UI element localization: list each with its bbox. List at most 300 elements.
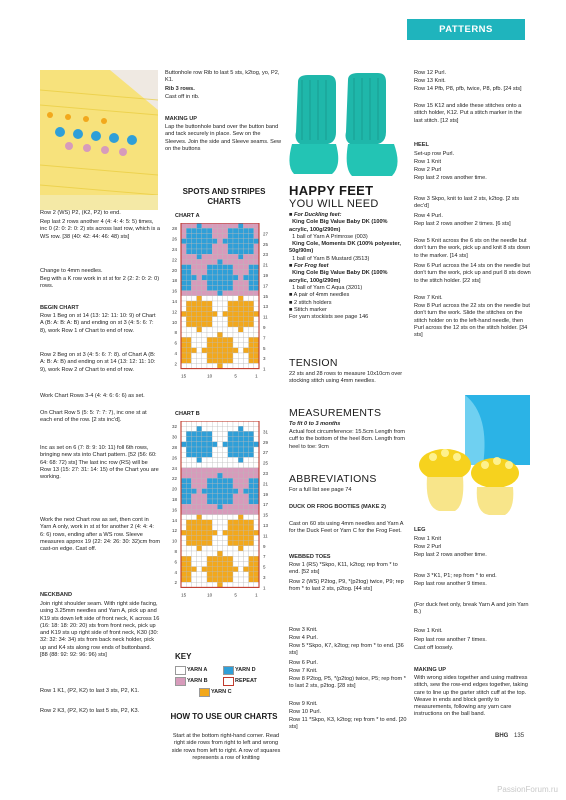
chart-cell (223, 442, 228, 447)
chart-cell (217, 442, 222, 447)
chart-cell (202, 301, 207, 306)
chart-cell (197, 296, 202, 301)
heel-r3: Row 3 Skpo, knit to last 2 sts, k2tog. [2 sts dec'd] (414, 196, 520, 210)
chart-cell (202, 343, 207, 348)
chart-cell (212, 530, 217, 535)
chart-cell (191, 327, 196, 332)
chart-cell (228, 317, 233, 322)
chart-cell (223, 452, 228, 457)
leg-heading: LEG (414, 527, 426, 533)
chart-cell (223, 337, 228, 342)
chart-cell (207, 457, 212, 462)
chart-cell (197, 515, 202, 520)
chart-cell (207, 452, 212, 457)
chart-cell (243, 426, 248, 431)
chart-cell (243, 259, 248, 264)
heel-setup: Set-up row Purl. (414, 151, 455, 157)
chart-cell (249, 363, 254, 368)
axis-label-right: 25 (263, 460, 269, 466)
chart-cell (217, 567, 222, 572)
axis-label-right: 23 (263, 471, 269, 476)
chart-cell (212, 317, 217, 322)
chart-cell (238, 311, 243, 316)
chart-cell (228, 494, 233, 499)
chart-cell (223, 483, 228, 488)
chart-cell (207, 437, 212, 442)
chart-cell (238, 473, 243, 478)
chart-cell (186, 296, 191, 301)
chart-cell (228, 499, 233, 504)
chart-cell (223, 259, 228, 264)
chart-cell (254, 296, 259, 301)
chart-cell (249, 582, 254, 587)
chart-cell (202, 311, 207, 316)
chart-cell (228, 280, 233, 285)
chart-cell (181, 468, 186, 473)
chart-cell (207, 280, 212, 285)
chart-cell (254, 358, 259, 363)
chart-cell (186, 515, 191, 520)
chart-cell (186, 254, 191, 259)
chart-cell (186, 275, 191, 280)
chart-cell (233, 259, 238, 264)
chart-cell (217, 301, 222, 306)
chart-cell (212, 504, 217, 509)
chart-cell (223, 463, 228, 468)
chart-cell (202, 525, 207, 530)
chart-cell (212, 239, 217, 244)
chart-cell (181, 285, 186, 290)
chart-cell (233, 509, 238, 514)
chart-cell (228, 530, 233, 535)
chart-cell (202, 244, 207, 249)
heel-r2: Row 2 Purl (414, 167, 442, 173)
chart-cell (254, 270, 259, 275)
chart-cell (207, 509, 212, 514)
axis-label-left: 24 (171, 465, 177, 471)
chart-cell (228, 489, 233, 494)
chart-cell (228, 556, 233, 561)
chart-cell (191, 457, 196, 462)
chart-cell (233, 223, 238, 228)
chart-cell (197, 332, 202, 337)
axis-label-left: 6 (174, 340, 177, 346)
chart-cell (197, 343, 202, 348)
chart-cell (212, 306, 217, 311)
chart-cell (197, 311, 202, 316)
chart-cell (254, 442, 259, 447)
chart-cell (249, 348, 254, 353)
col2-rib3: Rib 3 rows. (165, 86, 195, 92)
chart-cell (238, 239, 243, 244)
chart-cell (191, 483, 196, 488)
chart-cell (233, 322, 238, 327)
chart-cell (233, 317, 238, 322)
chart-cell (212, 535, 217, 540)
chart-cell (186, 228, 191, 233)
chart-cell (212, 478, 217, 483)
chart-cell (207, 556, 212, 561)
chart-cell (254, 233, 259, 238)
chart-cell (249, 530, 254, 535)
chart-cell (249, 421, 254, 426)
chart-cell (197, 499, 202, 504)
chart-cell (223, 478, 228, 483)
chart-cell (228, 541, 233, 546)
chart-cell (254, 504, 259, 509)
chart-cell (223, 270, 228, 275)
axis-label-left: 22 (171, 476, 177, 482)
chart-cell (197, 322, 202, 327)
chart-cell (217, 504, 222, 509)
col1-r1: Row 1 Beg on st 14 (13: 12: 11: 10: 9) of Chart A (B: A: B: A: B) and ending on st 3 (4: 5: 6: 7: 8), work Row 1 of Chart to end of row. (40, 313, 156, 334)
chart-cell (249, 525, 254, 530)
chart-cell (202, 249, 207, 254)
chart-cell (202, 561, 207, 566)
chart-cell (186, 442, 191, 447)
chart-cell (249, 509, 254, 514)
chart-b (165, 421, 285, 626)
chart-cell (202, 442, 207, 447)
duck-feet-note: (For duck feet only, break Yarn A and join Yarn B.) (414, 602, 529, 616)
chart-cell (207, 426, 212, 431)
chart-cell (228, 259, 233, 264)
chart-cell (254, 478, 259, 483)
chart-cell (249, 551, 254, 556)
chart-cell (217, 239, 222, 244)
chart-cell (233, 442, 238, 447)
chart-a-label: CHART A (175, 213, 200, 219)
chart-cell (202, 426, 207, 431)
key-swatch-yarn-b (175, 677, 186, 686)
chart-cell (197, 551, 202, 556)
chart-cell (249, 311, 254, 316)
chart-cell (181, 567, 186, 572)
chart-cell (202, 363, 207, 368)
chart-cell (238, 561, 243, 566)
chart-cell (228, 254, 233, 259)
chart-cell (217, 363, 222, 368)
chart-cell (238, 426, 243, 431)
heel-rep2: Rep last 2 rows another 2 times. [6 sts] (414, 221, 511, 227)
chart-cell (249, 322, 254, 327)
chart-cell (233, 431, 238, 436)
chart-cell (254, 546, 259, 551)
heel-r1: Row 1 Knit (414, 159, 442, 165)
chart-cell (243, 317, 248, 322)
chart-cell (254, 499, 259, 504)
chart-cell (228, 582, 233, 587)
chart-cell (212, 291, 217, 296)
chart-cell (249, 442, 254, 447)
chart-cell (249, 478, 254, 483)
chart-cell (249, 535, 254, 540)
chart-cell (243, 489, 248, 494)
chart-cell (238, 452, 243, 457)
chart-cell (181, 546, 186, 551)
chart-cell (181, 499, 186, 504)
chart-cell (212, 452, 217, 457)
chart-cell (202, 348, 207, 353)
chart-cell (233, 478, 238, 483)
chart-cell (212, 363, 217, 368)
chart-cell (207, 421, 212, 426)
chart-cell (254, 494, 259, 499)
chart-cell (254, 426, 259, 431)
chart-cell (212, 301, 217, 306)
axis-label-right: 3 (263, 575, 266, 580)
chart-cell (207, 306, 212, 311)
chart-cell (243, 457, 248, 462)
chart-cell (202, 358, 207, 363)
chart-cell (207, 567, 212, 572)
chart-cell (197, 259, 202, 264)
chart-cell (202, 317, 207, 322)
chart-cell (186, 244, 191, 249)
chart-cell (207, 332, 212, 337)
chart-cell (249, 244, 254, 249)
chart-cell (191, 561, 196, 566)
chart-cell (249, 306, 254, 311)
chart-cell (186, 530, 191, 535)
chart-cell (254, 228, 259, 233)
chart-cell (238, 582, 243, 587)
col1-r2: Row 2 Beg on st 3 (4: 5: 6: 7: 8). of Chart A (B: A: B: A: B) and ending on st 14 (13: 12: 11: 10: 9), work Row 2 of Chart to end of row. (40, 352, 156, 373)
chart-cell (197, 577, 202, 582)
chart-cell (207, 244, 212, 249)
chart-cell (254, 457, 259, 462)
chart-cell (207, 447, 212, 452)
chart-cell (186, 572, 191, 577)
chart-cell (238, 332, 243, 337)
chart-cell (212, 525, 217, 530)
chart-cell (212, 489, 217, 494)
chart-cell (249, 447, 254, 452)
chart-cell (254, 322, 259, 327)
chart-cell (207, 530, 212, 535)
leg-r2: Row 2 Purl (414, 544, 442, 550)
chart-cell (228, 447, 233, 452)
chart-cell (202, 437, 207, 442)
chart-cell (207, 483, 212, 488)
leg-r1: Row 1 Knit (414, 536, 442, 542)
chart-cell (223, 447, 228, 452)
chart-cell (186, 348, 191, 353)
axis-label-left: 4 (174, 351, 177, 356)
chart-cell (212, 447, 217, 452)
chart-cell (181, 426, 186, 431)
chart-cell (238, 337, 243, 342)
chart-cell (254, 541, 259, 546)
chart-cell (207, 301, 212, 306)
chart-cell (228, 577, 233, 582)
chart-cell (202, 457, 207, 462)
chart-cell (228, 228, 233, 233)
axis-label-right: 31 (263, 429, 269, 435)
chart-cell (228, 285, 233, 290)
chart-cell (223, 546, 228, 551)
chart-cell (181, 233, 186, 238)
chart-cell (186, 317, 191, 322)
chart-cell (249, 254, 254, 259)
chart-cell (243, 421, 248, 426)
chart-cell (233, 291, 238, 296)
leg-r3: Row 3 *K1, P1; rep from * to end. (414, 573, 497, 579)
chart-cell (197, 556, 202, 561)
chart-cell (249, 473, 254, 478)
axis-label-right: 17 (263, 502, 269, 508)
chart-cell (217, 343, 222, 348)
chart-cell (238, 317, 243, 322)
chart-cell (254, 509, 259, 514)
chart-cell (254, 447, 259, 452)
chart-cell (228, 249, 233, 254)
cuff-castoff: Cast off loosely. (414, 645, 454, 651)
chart-cell (197, 463, 202, 468)
chart-cell (197, 546, 202, 551)
chart-cell (233, 353, 238, 358)
chart-cell (202, 551, 207, 556)
chart-cell (249, 483, 254, 488)
chart-cell (249, 572, 254, 577)
chart-cell (181, 582, 186, 587)
chart-cell (249, 567, 254, 572)
page-footer (495, 733, 524, 739)
chart-cell (223, 228, 228, 233)
chart-cell (228, 431, 233, 436)
axis-label-right: 19 (263, 491, 269, 497)
chart-cell (181, 551, 186, 556)
chart-cell (212, 249, 217, 254)
chart-cell (207, 233, 212, 238)
chart-cell (207, 468, 212, 473)
key-swatch-yarn-c (199, 688, 210, 697)
chart-cell (249, 228, 254, 233)
chart-cell (223, 296, 228, 301)
chart-cell (197, 223, 202, 228)
heel-r4: Row 4 Purl. (414, 213, 443, 219)
chart-cell (249, 275, 254, 280)
chart-cell (191, 332, 196, 337)
chart-cell (191, 296, 196, 301)
chart-cell (254, 561, 259, 566)
chart-cell (212, 265, 217, 270)
axis-label-right: 5 (263, 564, 266, 570)
chart-cell (191, 426, 196, 431)
footer-brand: BHG (495, 733, 509, 739)
chart-cell (217, 478, 222, 483)
chart-cell (233, 265, 238, 270)
axis-label-right: 9 (263, 325, 266, 330)
axis-label-left: 10 (171, 538, 177, 544)
chart-cell (243, 525, 248, 530)
chart-cell (181, 275, 186, 280)
chart-cell (254, 275, 259, 280)
materials-list: ■ For Duckling feet: King Cole Big Value Baby DK (100% acrylic, 100g/290m) 1 ball of Yarn A Primrose (003) King Cole, Moments DK (100% polyester, 50g/90m) 1 ball of Yarn B Mustard (3513) ■ For Frog feet King Cole Big Value Baby DK (100% acrylic, 100g/290m) 1 ball of Yarn C Aqua (3201) ■ A pair of 4mm needles ■ 2 stitch holders ■ Stitch marker For yarn stockists see page 146 (289, 212, 401, 321)
chart-cell (238, 489, 243, 494)
chart-cell (197, 239, 202, 244)
chart-cell (249, 561, 254, 566)
chart-cell (207, 541, 212, 546)
webbed-r9: Row 9 Knit. (289, 701, 318, 707)
chart-cell (191, 468, 196, 473)
chart-cell (223, 265, 228, 270)
chart-cell (202, 296, 207, 301)
chart-cell (181, 556, 186, 561)
chart-cell (197, 301, 202, 306)
chart-cell (181, 473, 186, 478)
axis-label-bottom: 5 (234, 592, 237, 598)
chart-cell (228, 291, 233, 296)
chart-cell (207, 442, 212, 447)
chart-cell (197, 535, 202, 540)
chart-cell (181, 306, 186, 311)
chart-cell (202, 504, 207, 509)
chart-cell (207, 363, 212, 368)
measurements-sub: To fit 0 to 3 months (289, 421, 341, 427)
chart-cell (186, 233, 191, 238)
axis-label-left: 12 (171, 309, 177, 315)
chart-cell (243, 239, 248, 244)
chart-cell (233, 473, 238, 478)
chart-cell (228, 478, 233, 483)
chart-cell (212, 327, 217, 332)
chart-cell (254, 291, 259, 296)
chart-cell (233, 437, 238, 442)
axis-label-right: 27 (263, 231, 269, 237)
chart-cell (202, 478, 207, 483)
chart-cell (243, 551, 248, 556)
chart-cell (238, 327, 243, 332)
chart-cell (238, 421, 243, 426)
chart-cell (181, 244, 186, 249)
chart-cell (191, 515, 196, 520)
chart-cell (243, 556, 248, 561)
chart-cell (254, 421, 259, 426)
chart-cell (223, 582, 228, 587)
chart-cell (217, 337, 222, 342)
chart-cell (197, 473, 202, 478)
chart-cell (223, 353, 228, 358)
chart-cell (228, 457, 233, 462)
chart-cell (223, 473, 228, 478)
chart-cell (228, 275, 233, 280)
chart-cell (181, 317, 186, 322)
chart-cell (249, 431, 254, 436)
chart-cell (197, 530, 202, 535)
chart-cell (254, 280, 259, 285)
chart-cell (212, 358, 217, 363)
chart-cell (186, 265, 191, 270)
chart-cell (238, 431, 243, 436)
axis-label-left: 14 (171, 517, 177, 523)
chart-cell (254, 535, 259, 540)
chart-cell (238, 530, 243, 535)
chart-cell (249, 556, 254, 561)
chart-cell (212, 572, 217, 577)
webbed-r4: Row 4 Purl. (289, 635, 318, 641)
axis-label-bottom: 15 (181, 592, 187, 598)
chart-cell (254, 463, 259, 468)
chart-cell (191, 421, 196, 426)
col4-r12: Row 12 Purl. (414, 70, 447, 76)
chart-cell (202, 353, 207, 358)
chart-cell (191, 301, 196, 306)
chart-cell (191, 463, 196, 468)
webbed-r5: Row 5 *Skpo, K7, k2tog; rep from * to end. [36 sts] (289, 643, 404, 657)
chart-cell (254, 520, 259, 525)
key-label-yarn-b: YARN B (187, 678, 208, 684)
